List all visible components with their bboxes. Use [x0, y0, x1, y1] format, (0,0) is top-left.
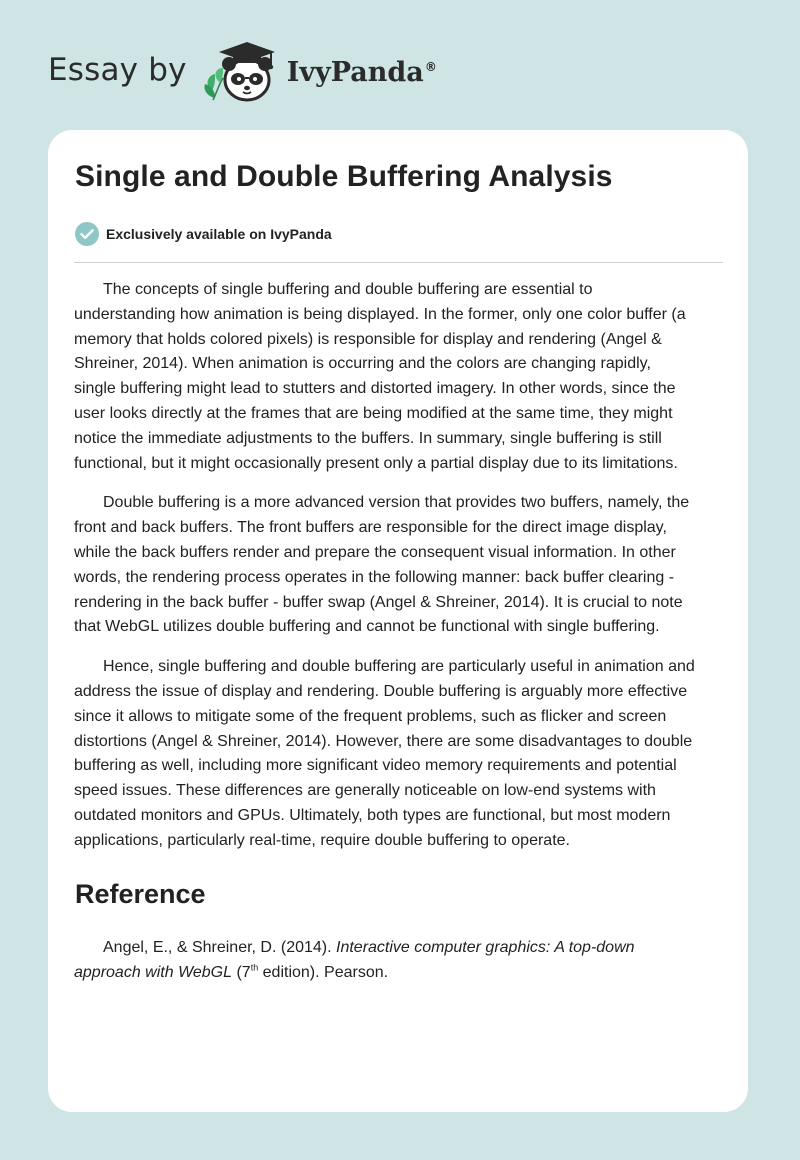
title-divider	[74, 262, 723, 263]
paragraph-line: front and back buffers. The front buffers are responsible for the direct image display,	[74, 519, 667, 537]
paragraph	[74, 278, 726, 476]
paragraph-line: words, the rendering process operates in the following manner: back buffer clearing -	[74, 568, 675, 586]
paragraph-line: user looks directly at the frames that are being modified at the same time, they might	[74, 404, 673, 422]
reference-line	[74, 961, 726, 986]
paragraph-line: memory that holds colored pixels) is responsible for display and rendering (Angel &	[74, 330, 662, 348]
paragraph-line: rendering in the back buffer - buffer swap (Angel & Shreiner, 2014). It is crucial to note	[74, 593, 683, 611]
paragraph-line: Double buffering is a more advanced version that provides two buffers, namely, the	[103, 494, 690, 512]
paragraph-line: outdated monitors and GPUs. Ultimately, both types are functional, but most modern	[74, 806, 671, 824]
registered-mark: ®	[424, 59, 437, 74]
paragraph-line: Shreiner, 2014). When animation is occurring and the colors are changing rapidly,	[74, 355, 651, 373]
reference-title-part1: Interactive computer graphics: A top-down	[336, 939, 635, 956]
paragraph-line: that WebGL utilizes double buffering and cannot be functional with single buffering.	[74, 618, 660, 636]
paragraph-line: address the issue of display and rendering. Double buffering is arguably more effective	[74, 682, 688, 700]
paragraph-line: speed issues. These differences are generally noticeable on low-end systems with	[74, 782, 656, 800]
reference-title-part2: approach with WebGL	[74, 963, 233, 981]
paragraph-line: while the back buffers render and prepare the consequent visual information. In other	[74, 543, 676, 561]
paragraph-line: distortions (Angel & Shreiner, 2014). However, there are some disadvantages to double	[74, 732, 693, 750]
paragraph-line: Hence, single buffering and double buffering are particularly useful in animation and	[103, 658, 695, 676]
paragraph-line: single buffering might lead to stutters and distorted imagery. In other words, since the	[74, 380, 676, 398]
paragraph-line: functional, but it might occasionally present only a partial display due to its limitations.	[74, 454, 678, 472]
paragraph-line: notice the immediate adjustments to the buffers. In summary, single buffering is still	[74, 429, 662, 447]
paragraph-line: understanding how animation is being displayed. In the former, only one color buffer (a	[74, 305, 686, 323]
reference-line	[74, 936, 726, 961]
essay-card	[48, 130, 748, 1112]
paragraph	[74, 655, 726, 853]
reference-entry	[74, 936, 726, 986]
site-header-brand[interactable]	[48, 34, 437, 106]
paragraph-line: The concepts of single buffering and double buffering are essential to	[103, 281, 593, 298]
reference-edition-pre: (7	[232, 963, 251, 981]
paragraph-line: buffering as well, including more significant video memory requirements and potential	[74, 757, 677, 775]
page-title: Single and Double Buffering Analysis	[75, 160, 613, 193]
check-circle-icon	[74, 221, 100, 247]
reference-authors: Angel, E., & Shreiner, D. (2014).	[103, 939, 337, 956]
reference-heading: Reference	[75, 879, 206, 909]
paragraph-line: applications, particularly real-time, require double buffering to operate.	[74, 831, 570, 849]
exclusive-badge	[74, 221, 332, 247]
essay-body	[74, 278, 726, 869]
paragraph-line: since it allows to mitigate some of the frequent problems, such as flicker and screen	[74, 707, 667, 725]
reference-edition-sup: th	[250, 962, 259, 973]
reference-edition-post: edition). Pearson.	[258, 963, 389, 981]
brand-name: IvyPanda®	[286, 56, 437, 88]
panda-graduate-logo-icon	[201, 34, 283, 106]
paragraph	[74, 491, 726, 640]
essay-by-label: Essay by	[48, 52, 187, 88]
exclusive-badge-text: Exclusively available on IvyPanda	[106, 226, 332, 242]
